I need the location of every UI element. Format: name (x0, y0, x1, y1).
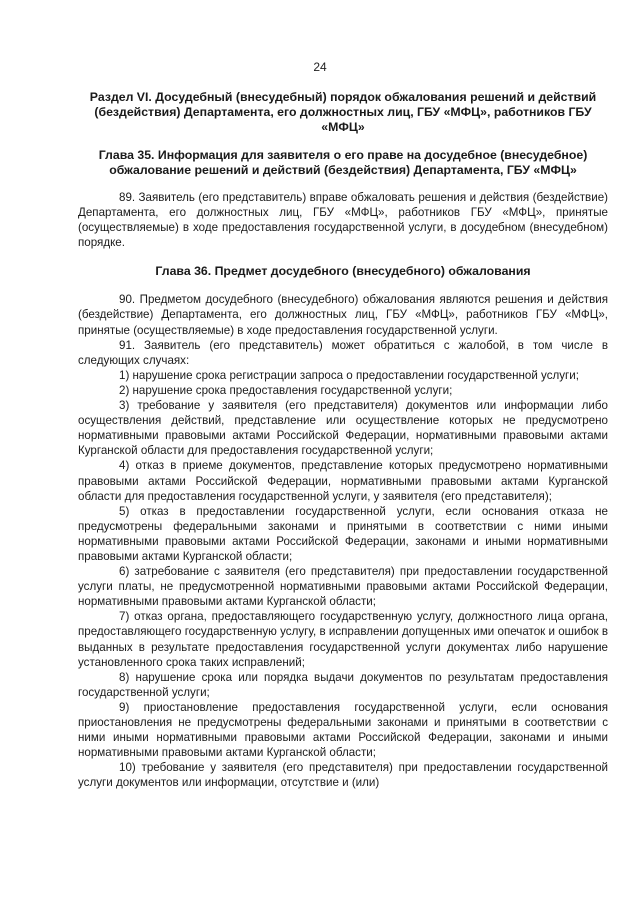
list-item-4: 4) отказ в приеме документов, представление которых предусмотрено нормативными правовыми актами Российской Федерации, нормативными правовыми актами Курганской области для предоставления государственной услуги, у заявителя (его представителя); (78, 459, 608, 503)
list-item-9: 9) приостановление предоставления государственной услуги, если основания приостановления не предусмотрены федеральными законами и принятыми в соответствии с ними иными нормативными правовыми актами Российской Федерации, законами и иными нормативными правовыми актами Курганской области; (78, 700, 608, 760)
paragraph-90: 90. Предметом досудебного (внесудебного) обжалования являются решения и действия (бездействие) Департамента, его должностных лиц, ГБУ «МФЦ», работников ГБУ «МФЦ», принятые (осуществляемые) в ходе предоставления государственной услуги. (78, 293, 608, 337)
list-item-8: 8) нарушение срока или порядка выдачи документов по результатам предоставления государственной услуги; (78, 670, 608, 699)
list-item-5: 5) отказ в предоставлении государственной услуги, если основания отказа не предусмотрены федеральными законами и принятыми в соответствии с ними иными нормативными правовыми актами Российской Федерации, законами и иными нормативными правовыми актами Курганской области; (78, 504, 608, 563)
section-title: Раздел VI. Досудебный (внесудебный) порядок обжалования решений и действий (бездействия) Департамента, его должностных лиц, ГБУ «МФЦ», работников ГБУ «МФЦ» (89, 90, 597, 134)
page-number: 24 (313, 60, 327, 74)
paragraph-89: 89. Заявитель (его представитель) вправе обжаловать решения и действия (бездействие) Департамента, его должностных лиц, ГБУ «МФЦ», работников ГБУ «МФЦ», принятые (осуществляемые) в ходе предоставления государственной услуги, в досудебном (внесудебном) порядке. (78, 191, 608, 250)
list-item-1: 1) нарушение срока регистрации запроса о предоставлении государственной услуги; (119, 368, 579, 382)
list-item-10: 10) требование у заявителя (его представителя) при предоставлении государственной услуги документов или информации, отсутствие и (или) (78, 761, 608, 790)
list-item-2: 2) нарушение срока предоставления государственной услуги; (119, 383, 453, 397)
paragraph-91: 91. Заявитель (его представитель) может обратиться с жалобой, в том числе в следующих случаях: (78, 338, 608, 367)
list-item-7: 7) отказ органа, предоставляющего государственную услугу, должностного лица органа, предоставляющего государственную услугу, в исправлении допущенных ими опечаток и ошибок в выданных в результате предоставления государственной услуги документах либо нарушение установленного срока таких исправлений; (78, 610, 608, 669)
chapter-36-title: Глава 36. Предмет досудебного (внесудебного) обжалования (155, 264, 531, 279)
list-item-3: 3) требование у заявителя (его представителя) документов или информации либо осуществления действий, представление или осуществление которых не предусмотрено нормативными правовыми актами Российской Федерации, нормативными правовыми актами Курганской области для предоставления государственной услуги; (78, 399, 608, 458)
page-content (78, 90, 608, 790)
list-item-6: 6) затребование с заявителя (его представителя) при предоставлении государственной услуги платы, не предусмотренной нормативными правовыми актами Российской Федерации, нормативными правовыми актами Курганской области; (78, 565, 608, 609)
chapter-35-title: Глава 35. Информация для заявителя о его праве на досудебное (внесудебное) обжалование решений и действий (бездействия) Департамента, ГБУ «МФЦ» (98, 148, 588, 177)
